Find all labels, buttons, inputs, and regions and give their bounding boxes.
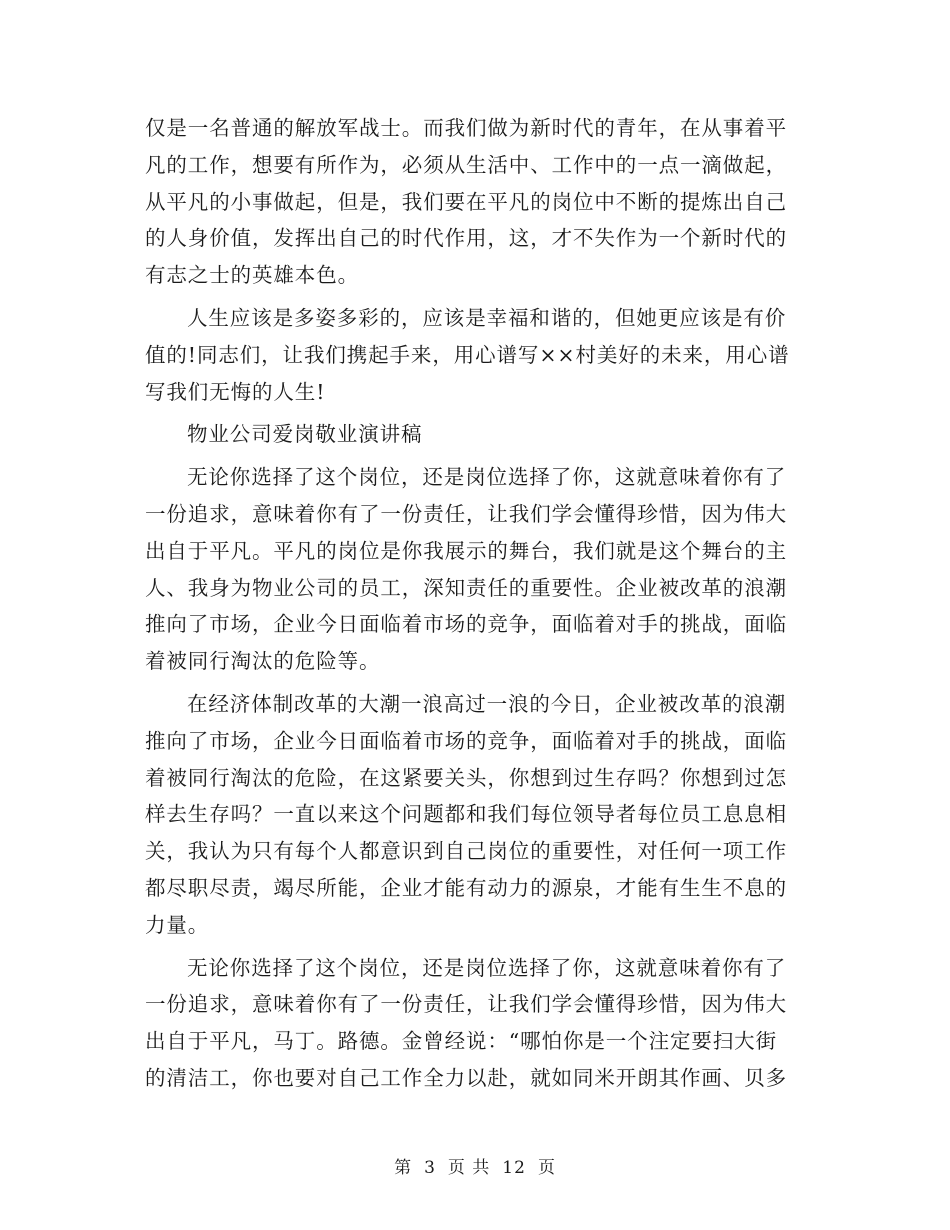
paragraph (145, 110, 805, 294)
page-footer (0, 1153, 950, 1178)
text-line: 写我们无悔的人生! (145, 379, 326, 404)
text-line: 关，我认为只有每个人都意识到自己岗位的重要性，对任何一项工作 (145, 839, 787, 864)
text-line: 凡的工作，想要有所作为，必须从生活中、工作中的一点一滴做起， (145, 152, 787, 177)
paragraph (145, 300, 805, 410)
text-line: 推向了市场，企业今日面临着市场的竞争，面临着对手的挑战，面临 (145, 728, 787, 753)
text-line: 样去生存吗？一直以来这个问题都和我们每位领导者每位员工息息相 (145, 802, 787, 827)
text-line: 人、我身为物业公司的员工，深知责任的重要性。企业被改革的浪潮 (145, 575, 787, 600)
total-pages-number: 12 (502, 1158, 526, 1178)
text-line: 的人身价值，发挥出自己的时代作用，这，才不失作为一个新时代的 (145, 226, 787, 251)
current-page-number: 3 (424, 1158, 436, 1178)
paragraph (145, 686, 805, 944)
text-line: 从平凡的小事做起，但是，我们要在平凡的岗位中不断的提炼出自己 (145, 189, 787, 214)
text-line: 力量。 (145, 912, 210, 937)
text-line: 无论你选择了这个岗位，还是岗位选择了你，这就意味着你有了 (187, 955, 787, 980)
text-line: 一份追求，意味着你有了一份责任，让我们学会懂得珍惜，因为伟大 (145, 501, 787, 526)
text-line: 着被同行淘汰的危险，在这紧要关头，你想到过生存吗？你想到过怎 (145, 765, 787, 790)
text-line: 仅是一名普通的解放军战士。而我们做为新时代的青年，在从事着平 (145, 116, 787, 140)
text-line: 都尽职尽责，竭尽所能，企业才能有动力的源泉，才能有生生不息的 (145, 875, 787, 900)
text-line: 值的!同志们，让我们携起手来，用心谱写××村美好的未来，用心谱 (145, 342, 790, 367)
footer-middle: 页 共 (447, 1158, 491, 1178)
text-line: 的清洁工，你也要对自己工作全力以赴，就如同米开朗其作画、贝多 (145, 1065, 787, 1090)
text-line: 人生应该是多姿多彩的，应该是幸福和谐的，但她更应该是有价 (187, 305, 787, 330)
text-line: 推向了市场，企业今日面临着市场的竞争，面临着对手的挑战，面临 (145, 612, 787, 637)
text-line: 无论你选择了这个岗位，还是岗位选择了你，这就意味着你有了 (187, 465, 787, 490)
text-line: 出自于平凡。平凡的岗位是你我展示的舞台，我们就是这个舞台的主 (145, 538, 787, 563)
footer-prefix: 第 (394, 1158, 413, 1178)
footer-suffix: 页 (537, 1158, 556, 1178)
document-body (145, 110, 805, 1097)
paragraph (145, 950, 805, 1097)
text-line: 出自于平凡，马丁。路德。金曾经说：“哪怕你是一个注定要扫大街 (145, 1029, 777, 1054)
paragraph (145, 459, 805, 680)
text-line: 一份追求，意味着你有了一份责任，让我们学会懂得珍惜，因为伟大 (145, 992, 787, 1017)
text-line: 着被同行淘汰的危险等。 (145, 649, 381, 674)
text-line: 在经济体制改革的大潮一浪高过一浪的今日，企业被改革的浪潮 (187, 691, 787, 716)
text-line: 物业公司爱岗敬业演讲稿 (187, 422, 423, 447)
text-line: 有志之士的英雄本色。 (145, 263, 359, 288)
paragraph (145, 416, 805, 453)
